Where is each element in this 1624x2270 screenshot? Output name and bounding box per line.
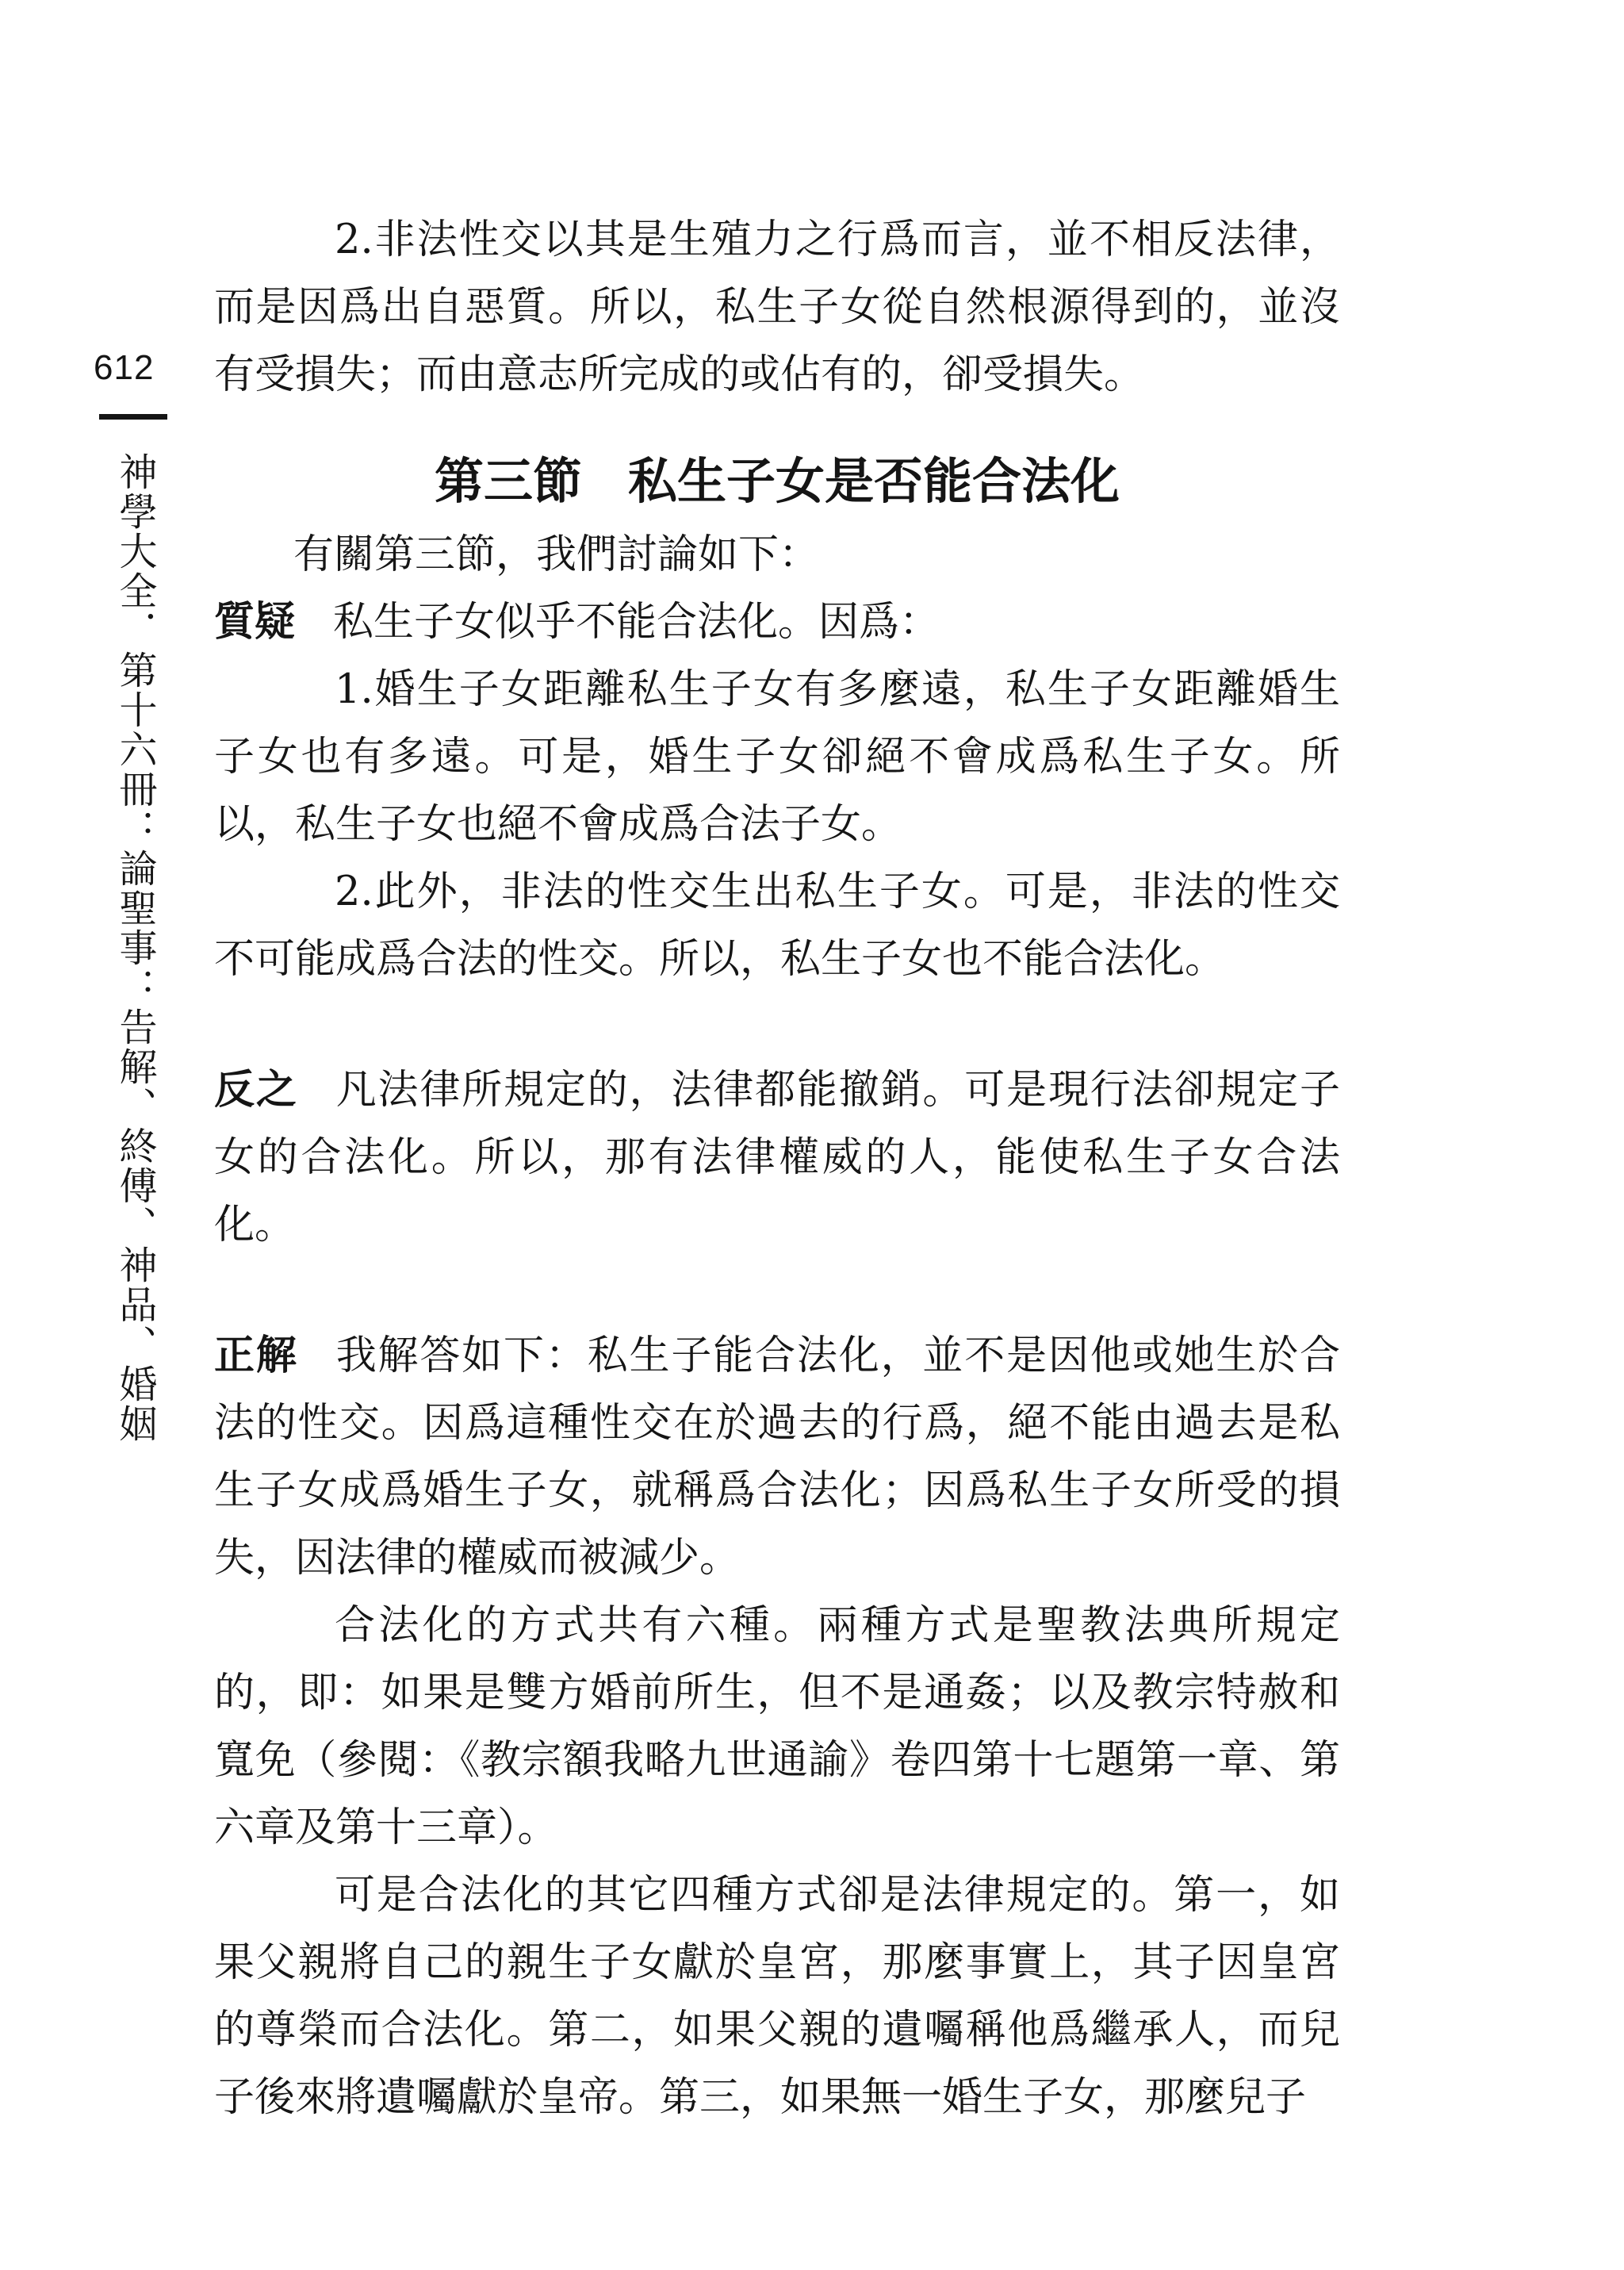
answer-paragraph-2: 合法化的方式共有六種。兩種方式是聖教法典所規定的，即：如果是雙方婚前所生，但不是通姦；以及教宗特赦和寬免（參閱：《教宗額我略九世通諭》卷四第十七題第一章、第六章及第十三章）。 (214, 1602, 1340, 1851)
page-number: 612 (94, 348, 155, 387)
objection-1: 1.婚生子女距離私生子女有多麼遠，私生子女距離婚生子女也有多遠。可是，婚生子女卻絕不會成爲私生子女。所以，私生子女也絕不會成爲合法子女。 (214, 666, 1340, 848)
running-head: 神學大全．第十六冊：論聖事：告解、終傅、神品、婚姻 (113, 452, 157, 1444)
answer-paragraph-3: 可是合法化的其它四種方式卻是法律規定的。第一，如果父親將自己的親生子女獻於皇宮，那麼事實上，其子因皇宮的尊榮而合法化。第二，如果父親的遺囑稱他爲繼承人，而兒子後來將遺囑獻於皇帝。第三，如果無一婚生子女，那麼兒子 (214, 1872, 1340, 2121)
body-text (214, 206, 1340, 2131)
section-title (214, 442, 1340, 521)
paragraph-reply-2: 2.非法性交以其是生殖力之行爲而言，並不相反法律，而是因爲出自惡質。所以，私生子女從自然根源得到的，並沒有受損失；而由意志所完成的或佔有的，卻受損失。 (214, 217, 1340, 398)
contrary-label: 反之 (214, 1067, 298, 1114)
contrary-text: 凡法律所規定的，法律都能撤銷。可是現行法卻規定子女的合法化。所以，那有法律權威的人，能使私生子女合法化。 (214, 1067, 1340, 1248)
section-intro: 有關第三節，我們討論如下： (293, 531, 820, 578)
objection-paragraph (214, 589, 1340, 656)
contrary-paragraph (214, 1056, 1340, 1259)
answer-paragraph (214, 1322, 1340, 1592)
section-heading: 私生子女是否能合法化 (628, 452, 1120, 510)
answer-text: 我解答如下：私生子能合法化，並不是因他或她生於合法的性交。因爲這種性交在於過去的行爲，絕不能由過去是私生子女成爲婚生子女，就稱爲合法化；因爲私生子女所受的損失，因法律的權威而被減少。 (214, 1332, 1340, 1582)
objection-label: 質疑 (214, 599, 296, 646)
margin-rule (99, 414, 167, 420)
objection-2: 2.此外，非法的性交生出私生子女。可是，非法的性交不可能成爲合法的性交。所以，私生子女也不能合法化。 (214, 869, 1340, 983)
objection-text: 私生子女似乎不能合法化。因爲： (333, 599, 940, 646)
section-number: 第三節 (434, 452, 582, 510)
answer-label: 正解 (214, 1332, 298, 1379)
